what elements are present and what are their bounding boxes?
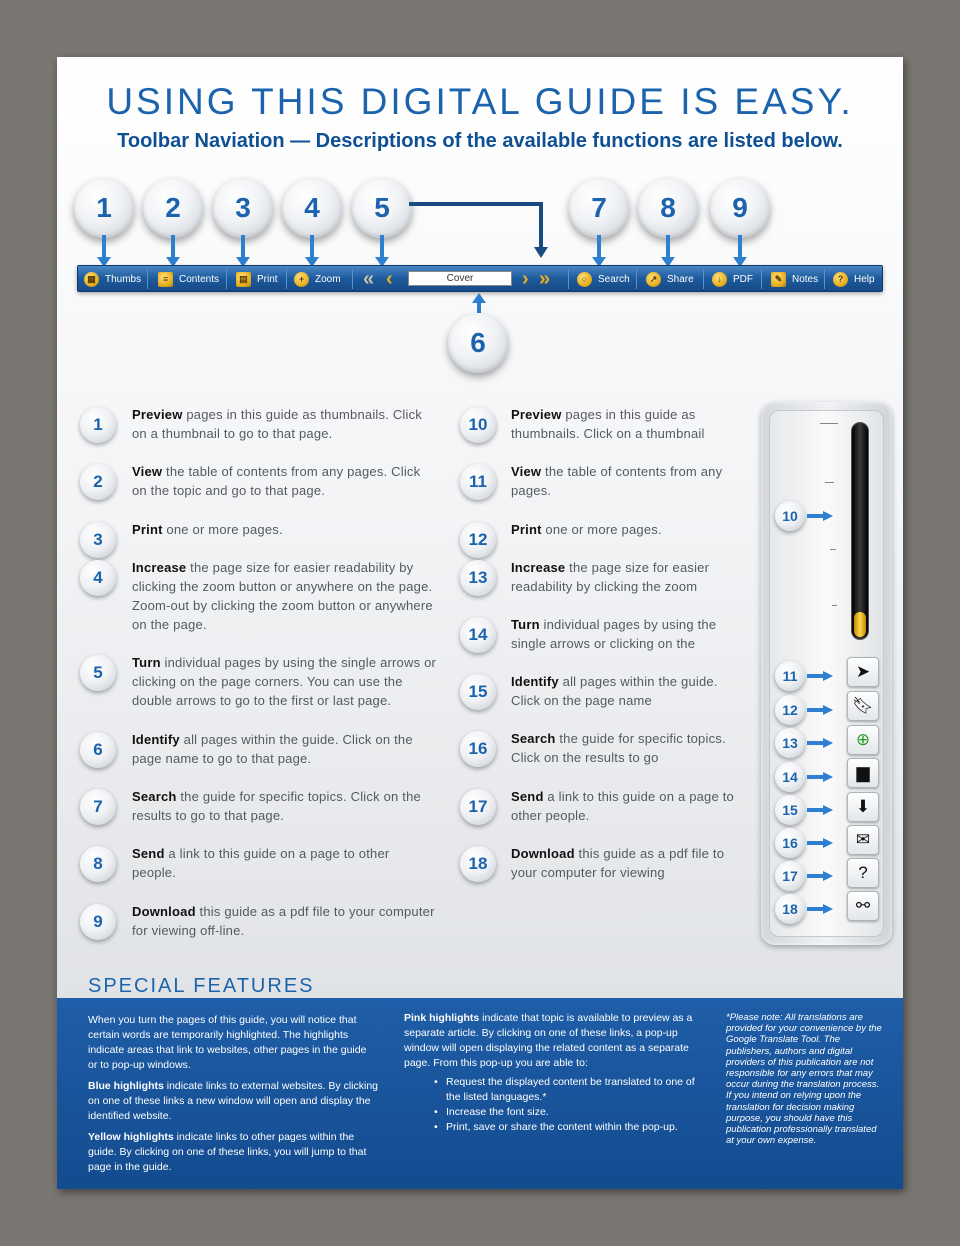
side-callout: 15 [775,795,805,825]
email-button[interactable] [847,825,879,855]
item-number: 9 [80,904,116,940]
pointer-arrow [661,235,675,269]
toolbar-divider [824,269,825,289]
search-button[interactable] [577,269,630,289]
toolbar-divider [352,269,353,289]
toolbar-divider [226,269,227,289]
special-features-title: SPECIAL FEATURES [88,975,315,997]
print-button[interactable] [236,269,278,289]
callout-7: 7 [569,178,629,238]
item-description: Print one or more pages. [132,522,283,537]
download-button[interactable] [847,792,879,822]
toolbar-divider [703,269,704,289]
pointer-arrow [807,772,833,782]
pointer-arrow [807,871,833,881]
pointer-arrow [807,738,833,748]
callout-3: 3 [213,178,273,238]
side-callout: 10 [775,501,805,531]
pdf-button[interactable] [712,269,753,289]
callout-4: 4 [282,178,342,238]
search-label: Search [598,273,630,285]
pink-highlights-text: Pink highlights indicate that topic is available to preview as a separate article. By clicking on one of these links, a pop-up window will open displaying the related content as a separate page. From this pop-up you are able to: [404,1012,693,1069]
pointer-arrow [733,235,747,269]
help-button[interactable] [833,269,875,289]
item-number: 3 [80,522,116,558]
question-icon: ? [858,863,868,882]
zoom-tick [820,423,838,424]
connector-line [409,202,543,206]
add-page-icon: ⊕ [855,730,871,749]
pointer-arrow [472,293,486,313]
item-description: Increase the page size for easier readability by clicking the zoom [511,560,710,594]
bookmark-button[interactable] [847,691,879,721]
item-number: 15 [460,674,496,710]
print-icon: ▤ [236,272,251,287]
print-label: Print [257,273,278,285]
zoom-icon: + [294,272,309,287]
thumbs-icon: ▦ [84,272,99,287]
connector-arrowhead [534,247,548,258]
item-description: Search the guide for specific topics. Click on the results to go to that page. [132,789,421,823]
item-number: 2 [80,464,116,500]
side-callout: 14 [775,762,805,792]
zoom-tick [832,605,837,606]
page-title: USING THIS DIGITAL GUIDE IS EASY. [106,81,854,122]
item-description: Preview pages in this guide as thumbnails. Click on a thumbnail to go to that page. [132,407,422,441]
help-panel-button[interactable] [847,858,879,888]
item-number: 13 [460,560,496,596]
page-subtitle: Toolbar Naviation — Descriptions of the available functions are listed below. [117,130,843,152]
prev-page-arrow[interactable]: ‹ [386,268,390,290]
item-description: Preview pages in this guide as thumbnails. Click on a thumbnail [511,407,705,441]
pdf-icon: ↓ [712,272,727,287]
list-item: • Request the displayed content be translated to one of the listed languages.* [434,1075,702,1105]
pointer-button[interactable] [847,657,879,687]
item-description: Search the guide for specific topics. Click on the results to go [511,731,726,765]
item-number: 14 [460,617,496,653]
item-description: Turn individual pages by using the single arrows or clicking on the [511,617,717,651]
pointer-arrow [236,235,250,269]
pdf-label: PDF [733,273,753,285]
pointer-arrow [807,805,833,815]
special-intro: When you turn the pages of this guide, you will notice that certain words are temporarily highlighted. The highlights indicate areas that link to websites, other pages in the guide or to pop-up windows. [88,1014,367,1071]
item-number: 6 [80,732,116,768]
callout-1: 1 [74,178,134,238]
side-callout: 17 [775,861,805,891]
item-description: Send a link to this guide on a page to other people. [132,846,390,880]
toolbar-divider [636,269,637,289]
next-page-arrow[interactable]: › [522,268,526,290]
pointer-arrow [375,235,389,269]
contents-label: Contents [179,273,220,285]
callout-9: 9 [710,178,770,238]
zoom-tick [825,482,834,483]
share-button[interactable] [646,269,694,289]
toolbar-divider [147,269,148,289]
contents-button[interactable] [158,269,219,289]
search-icon: ○ [577,272,592,287]
notes-button[interactable] [771,269,818,289]
thumbs-button[interactable] [84,269,141,289]
list-item: • Print, save or share the content within the pop-up. [434,1120,702,1135]
toolbar-divider [568,269,569,289]
help-label: Help [854,273,875,285]
yellow-highlights-text: Yellow highlights indicate links to other pages within the guide. By clicking on one of these links, you will jump to that page in the guide. [88,1131,367,1173]
item-number: 17 [460,789,496,825]
blue-highlights-text: Blue highlights indicate links to external websites. By clicking on one of these links a new window will open and display the identified website. [88,1080,379,1122]
item-description: Turn individual pages by using the single arrows or clicking on the page corners. You can use the double arrows to go to the first or last page. [132,655,437,708]
zoom-tick [830,549,836,550]
add-page-button[interactable] [847,725,879,755]
connector-line [539,202,543,248]
zoom-slider[interactable] [851,422,869,640]
item-description: Identify all pages within the guide. Click on the page name [511,674,718,708]
link-button[interactable] [847,891,879,921]
link-icon: ⚯ [855,896,871,915]
item-number: 10 [460,407,496,443]
last-page-arrows[interactable]: » [539,268,548,290]
pointer-arrow [305,235,319,269]
item-number: 8 [80,846,116,882]
pointer-arrow [807,511,833,521]
zoom-slider-fill [854,612,866,637]
side-callout: 16 [775,828,805,858]
printer-icon: ▆ [856,763,870,782]
navigation-toolbar [77,265,883,292]
page-name-field[interactable]: Cover [408,271,512,286]
thumbs-label: Thumbs [105,273,142,285]
download-icon: ⬇ [855,797,871,816]
toolbar-divider [286,269,287,289]
pointer-arrow [807,705,833,715]
item-number: 18 [460,846,496,882]
share-icon: ↗ [646,272,661,287]
pointer-arrow [807,838,833,848]
list-item: • Increase the font size. [434,1105,702,1120]
side-callout: 13 [775,728,805,758]
special-features-box [57,998,903,1189]
zoom-button[interactable] [294,269,341,289]
notes-icon: ✎ [771,272,786,287]
item-number: 4 [80,560,116,596]
item-description: Download this guide as a pdf file to your computer for viewing off-line. [132,904,435,938]
zoom-label: Zoom [315,273,341,285]
item-description: Send a link to this guide on a page to other people. [511,789,734,823]
side-callout: 12 [775,695,805,725]
pointer-arrow [592,235,606,269]
callout-5: 5 [352,178,412,238]
item-number: 7 [80,789,116,825]
item-description: Increase the page size for easier readability by clicking the zoom button or anywhere on the page. Zoom-out by clicking the zoom button or anywhere on the page. [132,560,433,632]
pointer-arrow [166,235,180,269]
help-icon: ? [833,272,848,287]
arrow-pointer-icon: ➤ [855,662,871,681]
special-col-2 [404,1011,702,1135]
translation-note: *Please note: All translations are provided for your convenience by the Google Translate Tool. The publishers, authors and digital providers of this publication are not responsible for any errors that may occur during the translation process. If you intend on relying upon the translation for decision making purpose, you should have this publication professionally translated at your own expense. [726,1012,882,1147]
callout-8: 8 [638,178,698,238]
guide-page [57,57,903,1189]
item-description: Print one or more pages. [511,522,662,537]
envelope-icon: ✉ [855,830,871,849]
item-number: 16 [460,731,496,767]
share-label: Share [667,273,694,285]
special-col-1 [88,1013,378,1181]
contents-icon: ≡ [158,272,173,287]
toolbar-divider [761,269,762,289]
side-callout: 11 [775,661,805,691]
item-description: Identify all pages within the guide. Click on the page name to go to that page. [132,732,413,766]
item-number: 12 [460,522,496,558]
item-number: 11 [460,464,496,500]
callout-6: 6 [448,313,508,373]
item-number: 5 [80,655,116,691]
pointer-arrow [807,671,833,681]
side-callout: 18 [775,894,805,924]
item-number: 1 [80,407,116,443]
popup-options-list [434,1075,702,1135]
item-description: View the table of contents from any pages. Click on the topic and go to that page. [132,464,421,498]
item-description: Download this guide as a pdf file to your computer for viewing [511,846,725,880]
pointer-arrow [807,904,833,914]
print-page-button[interactable] [847,758,879,788]
first-page-arrows[interactable]: « [363,268,372,290]
pointer-arrow [97,235,111,269]
item-description: View the table of contents from any pages. [511,464,723,498]
callout-2: 2 [143,178,203,238]
notes-label: Notes [792,273,819,285]
bookmark-icon: 🔖︎ [852,696,874,715]
